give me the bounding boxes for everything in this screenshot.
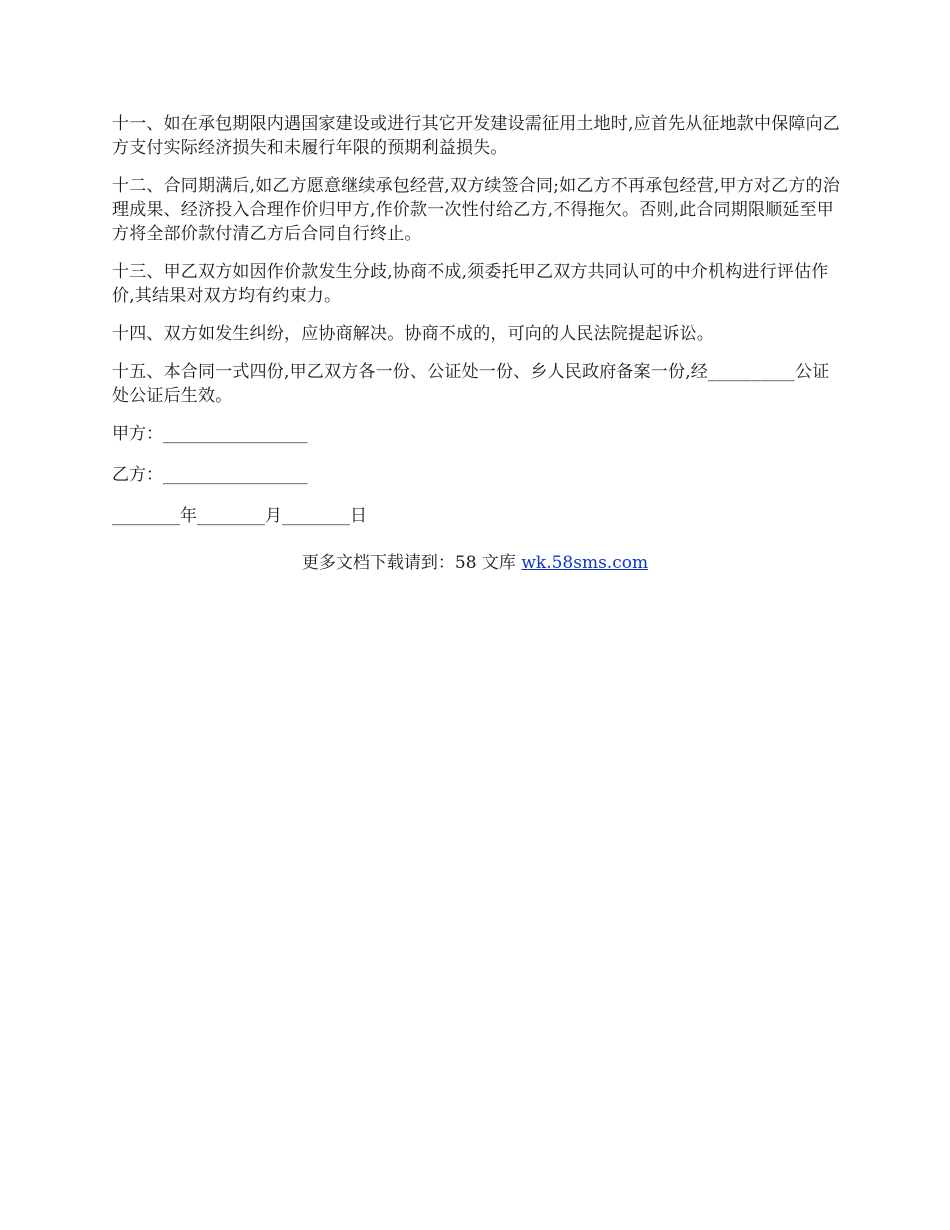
document-body <box>112 112 840 538</box>
party-a-signature: 甲方：_________________ <box>112 424 308 444</box>
clause-12: 十二、合同期满后,如乙方愿意继续承包经营,双方续签合同;如乙方不再承包经营,甲方对乙方的治理成果、经济投入合理作价归甲方,作价款一次性付给乙方,不得拖欠。否则,此合同期限顺延至甲方将全部价款付清乙方后合同自行终止。 <box>112 176 840 244</box>
footer <box>0 551 950 575</box>
footer-text: 更多文档下载请到：58 文库 <box>301 553 522 573</box>
clause-13: 十三、甲乙双方如因作价款发生分歧,协商不成,须委托甲乙双方共同认可的中介机构进行评估作价,其结果对双方均有约束力。 <box>112 262 829 306</box>
footer-link[interactable]: wk.58sms.com <box>521 553 649 573</box>
clause-11: 十一、如在承包期限内遇国家建设或进行其它开发建设需征用土地时,应首先从征地款中保障向乙方支付实际经济损失和未履行年限的预期利益损失。 <box>112 114 841 158</box>
clause-14: 十四、双方如发生纠纷，应协商解决。协商不成的，可向的人民法院提起诉讼。 <box>112 324 714 344</box>
clause-15: 十五、本合同一式四份,甲乙双方各一份、公证处一份、乡人民政府备案一份,经__________公证处公证后生效。 <box>112 362 830 406</box>
date-line: ________年________月________日 <box>112 506 367 526</box>
party-b-signature: 乙方：_________________ <box>112 465 308 485</box>
